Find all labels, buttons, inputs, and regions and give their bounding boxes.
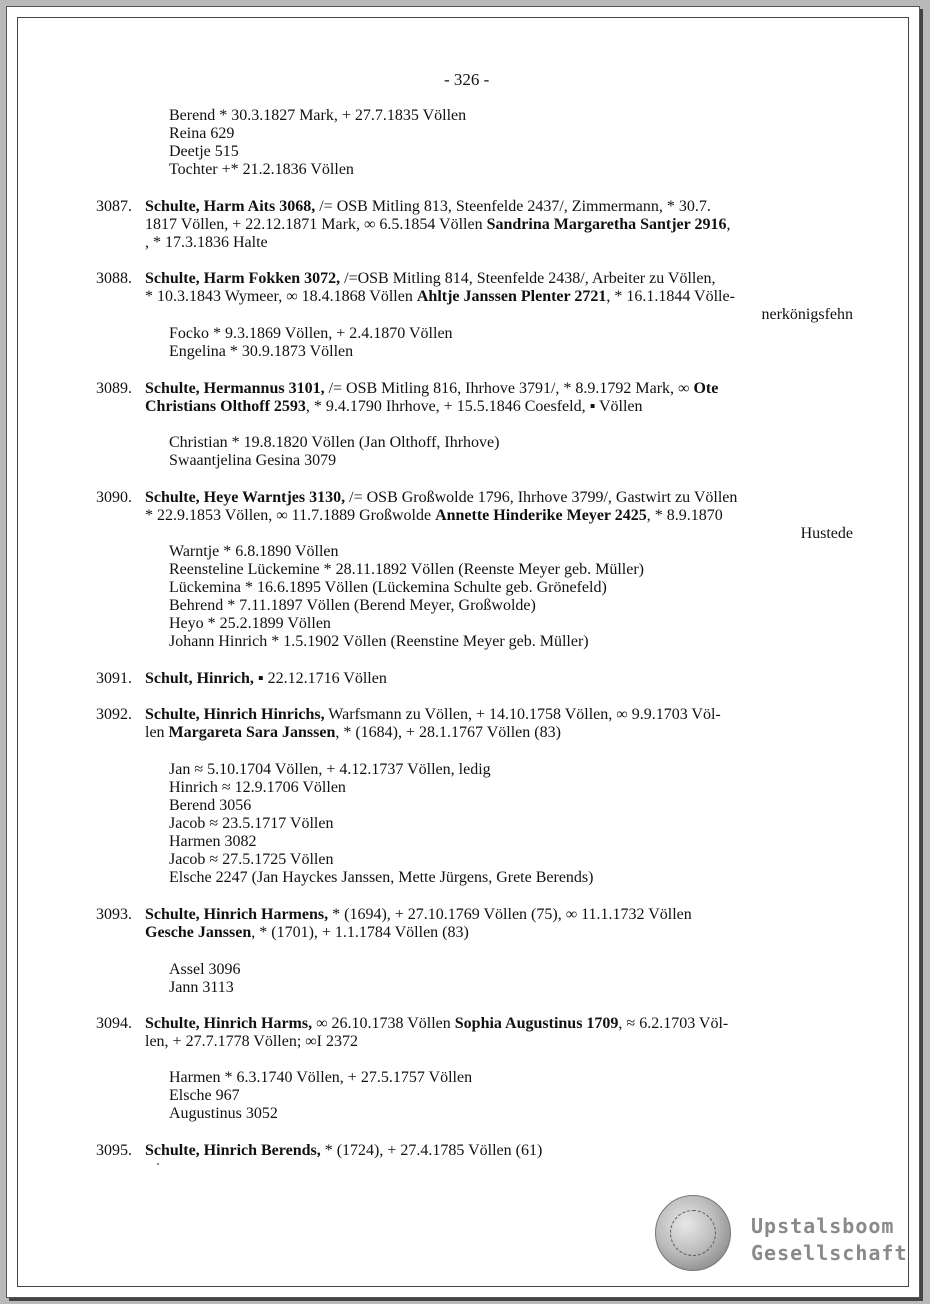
child-line: Behrend * 7.11.1897 Völlen (Berend Meyer, Großwolde): [169, 597, 536, 614]
child-line: Jann 3113: [169, 979, 234, 996]
entry-name: Schulte, Hinrich Berends,: [145, 1142, 321, 1159]
society-logo-text: Upstalsboom Gesellschaft: [751, 1214, 908, 1265]
child-line: Elsche 967: [169, 1087, 240, 1104]
entry-name: Schult, Hinrich,: [145, 670, 254, 687]
children-list: [169, 543, 644, 651]
child-line: Lückemina * 16.6.1895 Völlen (Lückemina Schulte geb. Grönefeld): [169, 579, 607, 596]
children-list: [169, 961, 241, 997]
child-line: Elsche 2247 (Jan Hayckes Janssen, Mette Jürgens, Grete Berends): [169, 869, 594, 886]
spouse-name: Sophia Augustinus 1709: [454, 1015, 619, 1032]
entry-number: 3087.: [96, 198, 132, 215]
entry-name: Schulte, Hinrich Hinrichs,: [145, 706, 325, 723]
children-list: [169, 325, 453, 361]
child-line: Swaantjelina Gesina 3079: [169, 452, 337, 469]
child-line: Hinrich ≈ 12.9.1706 Völlen: [169, 779, 346, 796]
child-line: Berend 3056: [169, 797, 252, 814]
entry-number: 3088.: [96, 270, 132, 287]
child-line: Warntje * 6.8.1890 Völlen: [169, 543, 339, 560]
children-list: [169, 434, 499, 470]
spouse-name: Gesche Janssen: [145, 924, 252, 941]
child-line: Heyo * 25.2.1899 Völlen: [169, 615, 331, 632]
child-line: Assel 3096: [169, 961, 241, 978]
entry-number: 3095.: [96, 1142, 132, 1159]
entry-number: 3092.: [96, 706, 132, 723]
entry-number: 3093.: [96, 906, 132, 923]
child-line: Jacob ≈ 23.5.1717 Völlen: [169, 815, 334, 832]
entry-number: 3094.: [96, 1015, 132, 1032]
child-line: Augustinus 3052: [169, 1105, 278, 1122]
page-number: - 326 -: [444, 70, 490, 89]
entry-name: Schulte, Harm Fokken 3072,: [145, 270, 341, 287]
entry-number: 3089.: [96, 380, 132, 397]
spouse-name: Margareta Sara Janssen: [168, 724, 336, 741]
child-line: Deetje 515: [169, 143, 239, 160]
spouse-name: Annette Hinderike Meyer 2425: [435, 507, 647, 524]
entry-number: 3090.: [96, 489, 132, 506]
entry-name: Schulte, Hinrich Harms,: [145, 1015, 313, 1032]
continued-children-list: [169, 107, 466, 179]
entry-name: Schulte, Hinrich Harmens,: [145, 906, 329, 923]
entry-name: Schulte, Heye Warntjes 3130,: [145, 489, 346, 506]
child-line: Jan ≈ 5.10.1704 Völlen, + 4.12.1737 Völlen, ledig: [169, 761, 491, 778]
child-line: Berend * 30.3.1827 Mark, + 27.7.1835 Völlen: [169, 107, 467, 124]
child-line: Reensteline Lückemine * 28.11.1892 Völlen (Reenste Meyer geb. Müller): [169, 561, 644, 578]
society-seal-icon: [655, 1195, 731, 1271]
child-line: Engelina * 30.9.1873 Völlen: [169, 343, 354, 360]
entry-name: Schulte, Hermannus 3101,: [145, 380, 325, 397]
child-line: Focko * 9.3.1869 Völlen, + 2.4.1870 Völlen: [169, 325, 453, 342]
spouse-name: Christians Olthoff 2593: [145, 398, 306, 415]
child-line: Tochter +* 21.2.1836 Völlen: [169, 161, 354, 178]
spouse-name: Sandrina Margaretha Santjer 2916: [486, 216, 727, 233]
child-line: Jacob ≈ 27.5.1725 Völlen: [169, 851, 334, 868]
children-list: [169, 1069, 472, 1123]
entry-number: 3091.: [96, 670, 132, 687]
children-list: [169, 761, 593, 887]
spouse-name: Ahltje Janssen Plenter 2721: [416, 288, 607, 305]
child-line: Harmen 3082: [169, 833, 257, 850]
child-line: Johann Hinrich * 1.5.1902 Völlen (Reenstine Meyer geb. Müller): [169, 633, 589, 650]
scan-speck: [157, 1163, 159, 1165]
child-line: Reina 629: [169, 125, 235, 142]
child-line: Christian * 19.8.1820 Völlen (Jan Olthoff, Ihrhove): [169, 434, 500, 451]
child-line: Harmen * 6.3.1740 Völlen, + 27.5.1757 Völlen: [169, 1069, 473, 1086]
entry-name: Schulte, Harm Aits 3068,: [145, 198, 316, 215]
